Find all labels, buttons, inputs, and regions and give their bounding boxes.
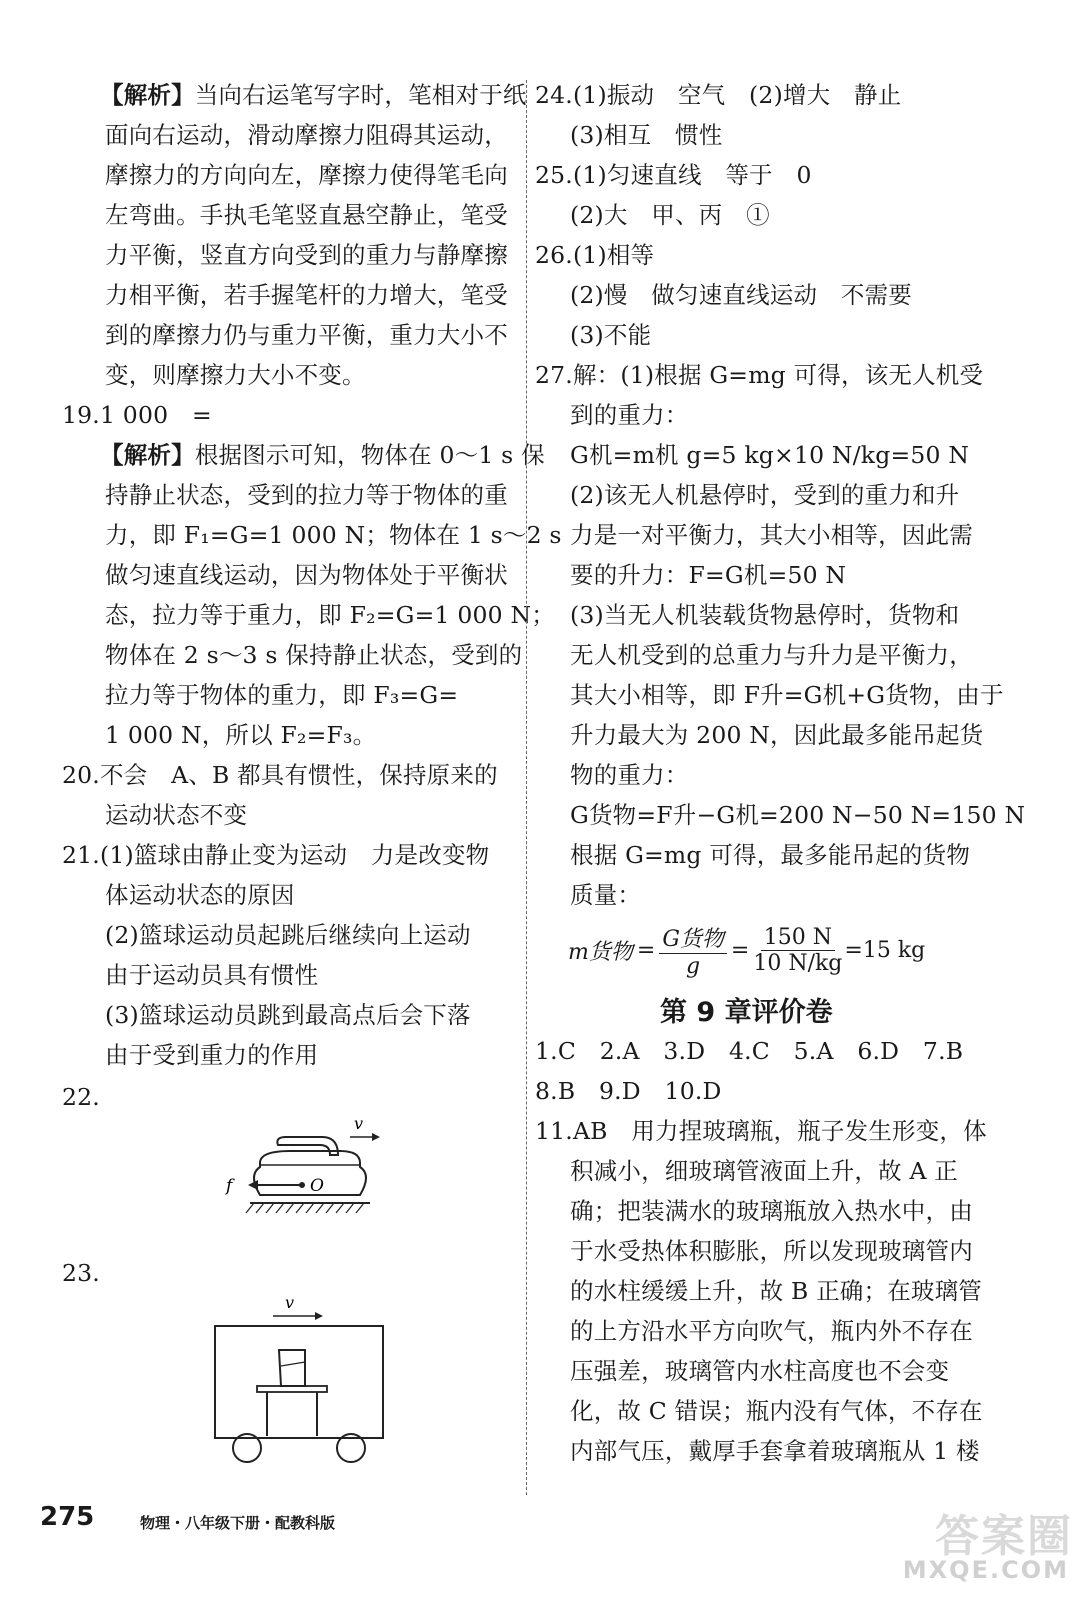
text-line: (3)相互 惯性 [570, 121, 723, 149]
water-level [281, 1362, 305, 1366]
column-divider [526, 80, 527, 1495]
text-line: (2)大 甲、丙 ① [570, 201, 770, 229]
choice-answers: 1.C 2.A 3.D 4.C 5.A 6.D 7.B [535, 1037, 964, 1065]
text-line: 无人机受到的总重力与升力是平衡力， [570, 641, 973, 669]
text-line: 确；把装满水的玻璃瓶放入热水中，由 [570, 1197, 973, 1225]
watermark-logo: 答案圈 [935, 1511, 1073, 1562]
text-line: 由于受到重力的作用 [105, 1041, 319, 1069]
text-line: (3)不能 [570, 321, 652, 349]
text-line-rest: 根据图示可知，物体在 0～1 s 保 [194, 441, 545, 469]
cup [279, 1350, 305, 1386]
text-line: 内部气压，戴厚手套拿着玻璃瓶从 1 楼 [570, 1437, 980, 1465]
velocity-label: v [354, 1115, 364, 1133]
text-line: 摩擦力的方向向左，摩擦力使得笔毛向 [105, 161, 508, 189]
velocity-arrowhead [315, 1312, 323, 1320]
velocity-arrowhead [372, 1133, 380, 1141]
fraction [659, 922, 727, 979]
text-line: 物的重力： [570, 761, 689, 789]
text-line: 到的重力： [570, 401, 689, 429]
text-line: 左弯曲。手执毛笔竖直悬空静止，笔受 [105, 201, 508, 229]
answer-22-label: 22. [62, 1083, 100, 1111]
watermark-url: MXQE.COM [902, 1556, 1069, 1584]
text-line: (3)篮球运动员跳到最高点后会下落 [105, 1001, 471, 1029]
answer-11: 11.AB 用力捏玻璃瓶，瓶子发生形变，体 [535, 1117, 987, 1145]
fraction [753, 925, 842, 976]
answer-23-label: 23. [62, 1259, 100, 1287]
choice-answers: 8.B 9.D 10.D [535, 1077, 722, 1105]
section-title: 第 9 章评价卷 [660, 997, 833, 1028]
text-line: 做匀速直线运动，因为物体处于平衡状 [105, 561, 508, 589]
text-line: 的上方沿水平方向吹气，瓶内外不存在 [570, 1317, 973, 1345]
text-line: 拉力等于物体的重力，即 F₃=G= [105, 681, 459, 709]
text-line: (2)慢 做匀速直线运动 不需要 [570, 281, 912, 309]
text-line: 态，拉力等于重力，即 F₂=G=1 000 N； [105, 601, 555, 629]
fraction-denominator: 10 N/kg [753, 950, 843, 976]
cart-figure [205, 1290, 395, 1465]
text-line: 压强差，玻璃管内水柱高度也不会变 [570, 1357, 950, 1385]
curling-stone-figure [220, 1115, 390, 1245]
page-number: 275 [40, 1502, 95, 1532]
text-line: 持静止状态，受到的拉力等于物体的重 [105, 481, 508, 509]
text-line [100, 440, 545, 470]
text-line: 积减小，细玻璃管液面上升，故 A 正 [570, 1157, 959, 1185]
answer-20: 20.不会 A、B 都具有惯性，保持原来的 [62, 761, 498, 789]
equals-sign: = [636, 937, 656, 963]
fraction-numerator: 150 N [761, 925, 835, 951]
text-line: 的水柱缓缓上升，故 B 正确；在玻璃管 [570, 1277, 983, 1305]
text-line: 其大小相等，即 F升=G机+G货物，由于 [570, 681, 1004, 709]
center-label: O [310, 1176, 324, 1196]
velocity-label: v [285, 1293, 295, 1312]
text-line: 力是一对平衡力，其大小相等，因此需 [570, 521, 973, 549]
book-info: 物理・八年级下册・配教科版 [140, 1514, 336, 1532]
answer-24: 24.(1)振动 空气 (2)增大 静止 [535, 81, 902, 109]
text-line: 力相平衡，若手握笔杆的力增大，笔受 [105, 281, 508, 309]
formula-line: G机=m机 g=5 kg×10 N/kg=50 N [570, 441, 970, 469]
text-line: 面向右运动，滑动摩擦力阻碍其运动， [105, 121, 508, 149]
friction-label: f [226, 1176, 233, 1196]
text-line: 体运动状态的原因 [105, 881, 295, 909]
answer-25: 25.(1)匀速直线 等于 0 [535, 161, 812, 189]
text-line: 变，则摩擦力大小不变。 [105, 361, 366, 389]
fraction-denominator: g [686, 953, 701, 979]
text-line: 升力最大为 200 N，因此最多能吊起货 [570, 721, 984, 749]
text-line: 到的摩擦力仍与重力平衡，重力大小不 [105, 321, 508, 349]
equals-sign: = [730, 937, 750, 963]
text-line [100, 80, 527, 110]
text-line: 1 000 N，所以 F₂=F₃。 [105, 721, 377, 749]
analysis-tag: 【解析】 [100, 81, 195, 109]
text-line: 要的升力：F=G机=50 N [570, 561, 847, 589]
answer-19: 19.1 000 = [62, 401, 212, 429]
text-line: 由于运动员具有惯性 [105, 961, 319, 989]
text-line: 质量： [570, 881, 642, 909]
mass-formula [568, 918, 925, 982]
text-line-rest: 当向右运笔写字时，笔相对于纸 [194, 81, 527, 109]
fraction-numerator: G货物 [659, 922, 727, 954]
text-line: 化，故 C 错误；瓶内没有气体，不存在 [570, 1397, 983, 1425]
text-line: 力平衡，竖直方向受到的重力与静摩擦 [105, 241, 508, 269]
ground-hatch [246, 1203, 364, 1213]
formula-lhs: m货物 [568, 939, 633, 965]
text-line: (2)篮球运动员起跳后继续向上运动 [105, 921, 471, 949]
text-line: 物体在 2 s～3 s 保持静止状态，受到的 [105, 641, 523, 669]
cart-body [215, 1326, 383, 1438]
answer-26: 26.(1)相等 [535, 241, 655, 269]
text-line: (2)该无人机悬停时，受到的重力和升 [570, 481, 960, 509]
text-line: 运动状态不变 [105, 801, 248, 829]
text-line: (3)当无人机装载货物悬停时，货物和 [570, 601, 960, 629]
answer-27: 27.解：(1)根据 G=mg 可得，该无人机受 [535, 361, 984, 389]
answer-21: 21.(1)篮球由静止变为运动 力是改变物 [62, 841, 490, 869]
formula-result: =15 kg [844, 937, 926, 963]
friction-arrowhead [248, 1180, 258, 1190]
text-line: 于水受热体积膨胀，所以发现玻璃管内 [570, 1237, 973, 1265]
formula-line: G货物=F升−G机=200 N−50 N=150 N [570, 801, 1026, 829]
stone-handle [277, 1137, 338, 1155]
text-line: 根据 G=mg 可得，最多能吊起的货物 [570, 841, 971, 869]
text-line: 力，即 F₁=G=1 000 N；物体在 1 s～2 s [105, 521, 562, 549]
analysis-tag: 【解析】 [100, 441, 195, 469]
